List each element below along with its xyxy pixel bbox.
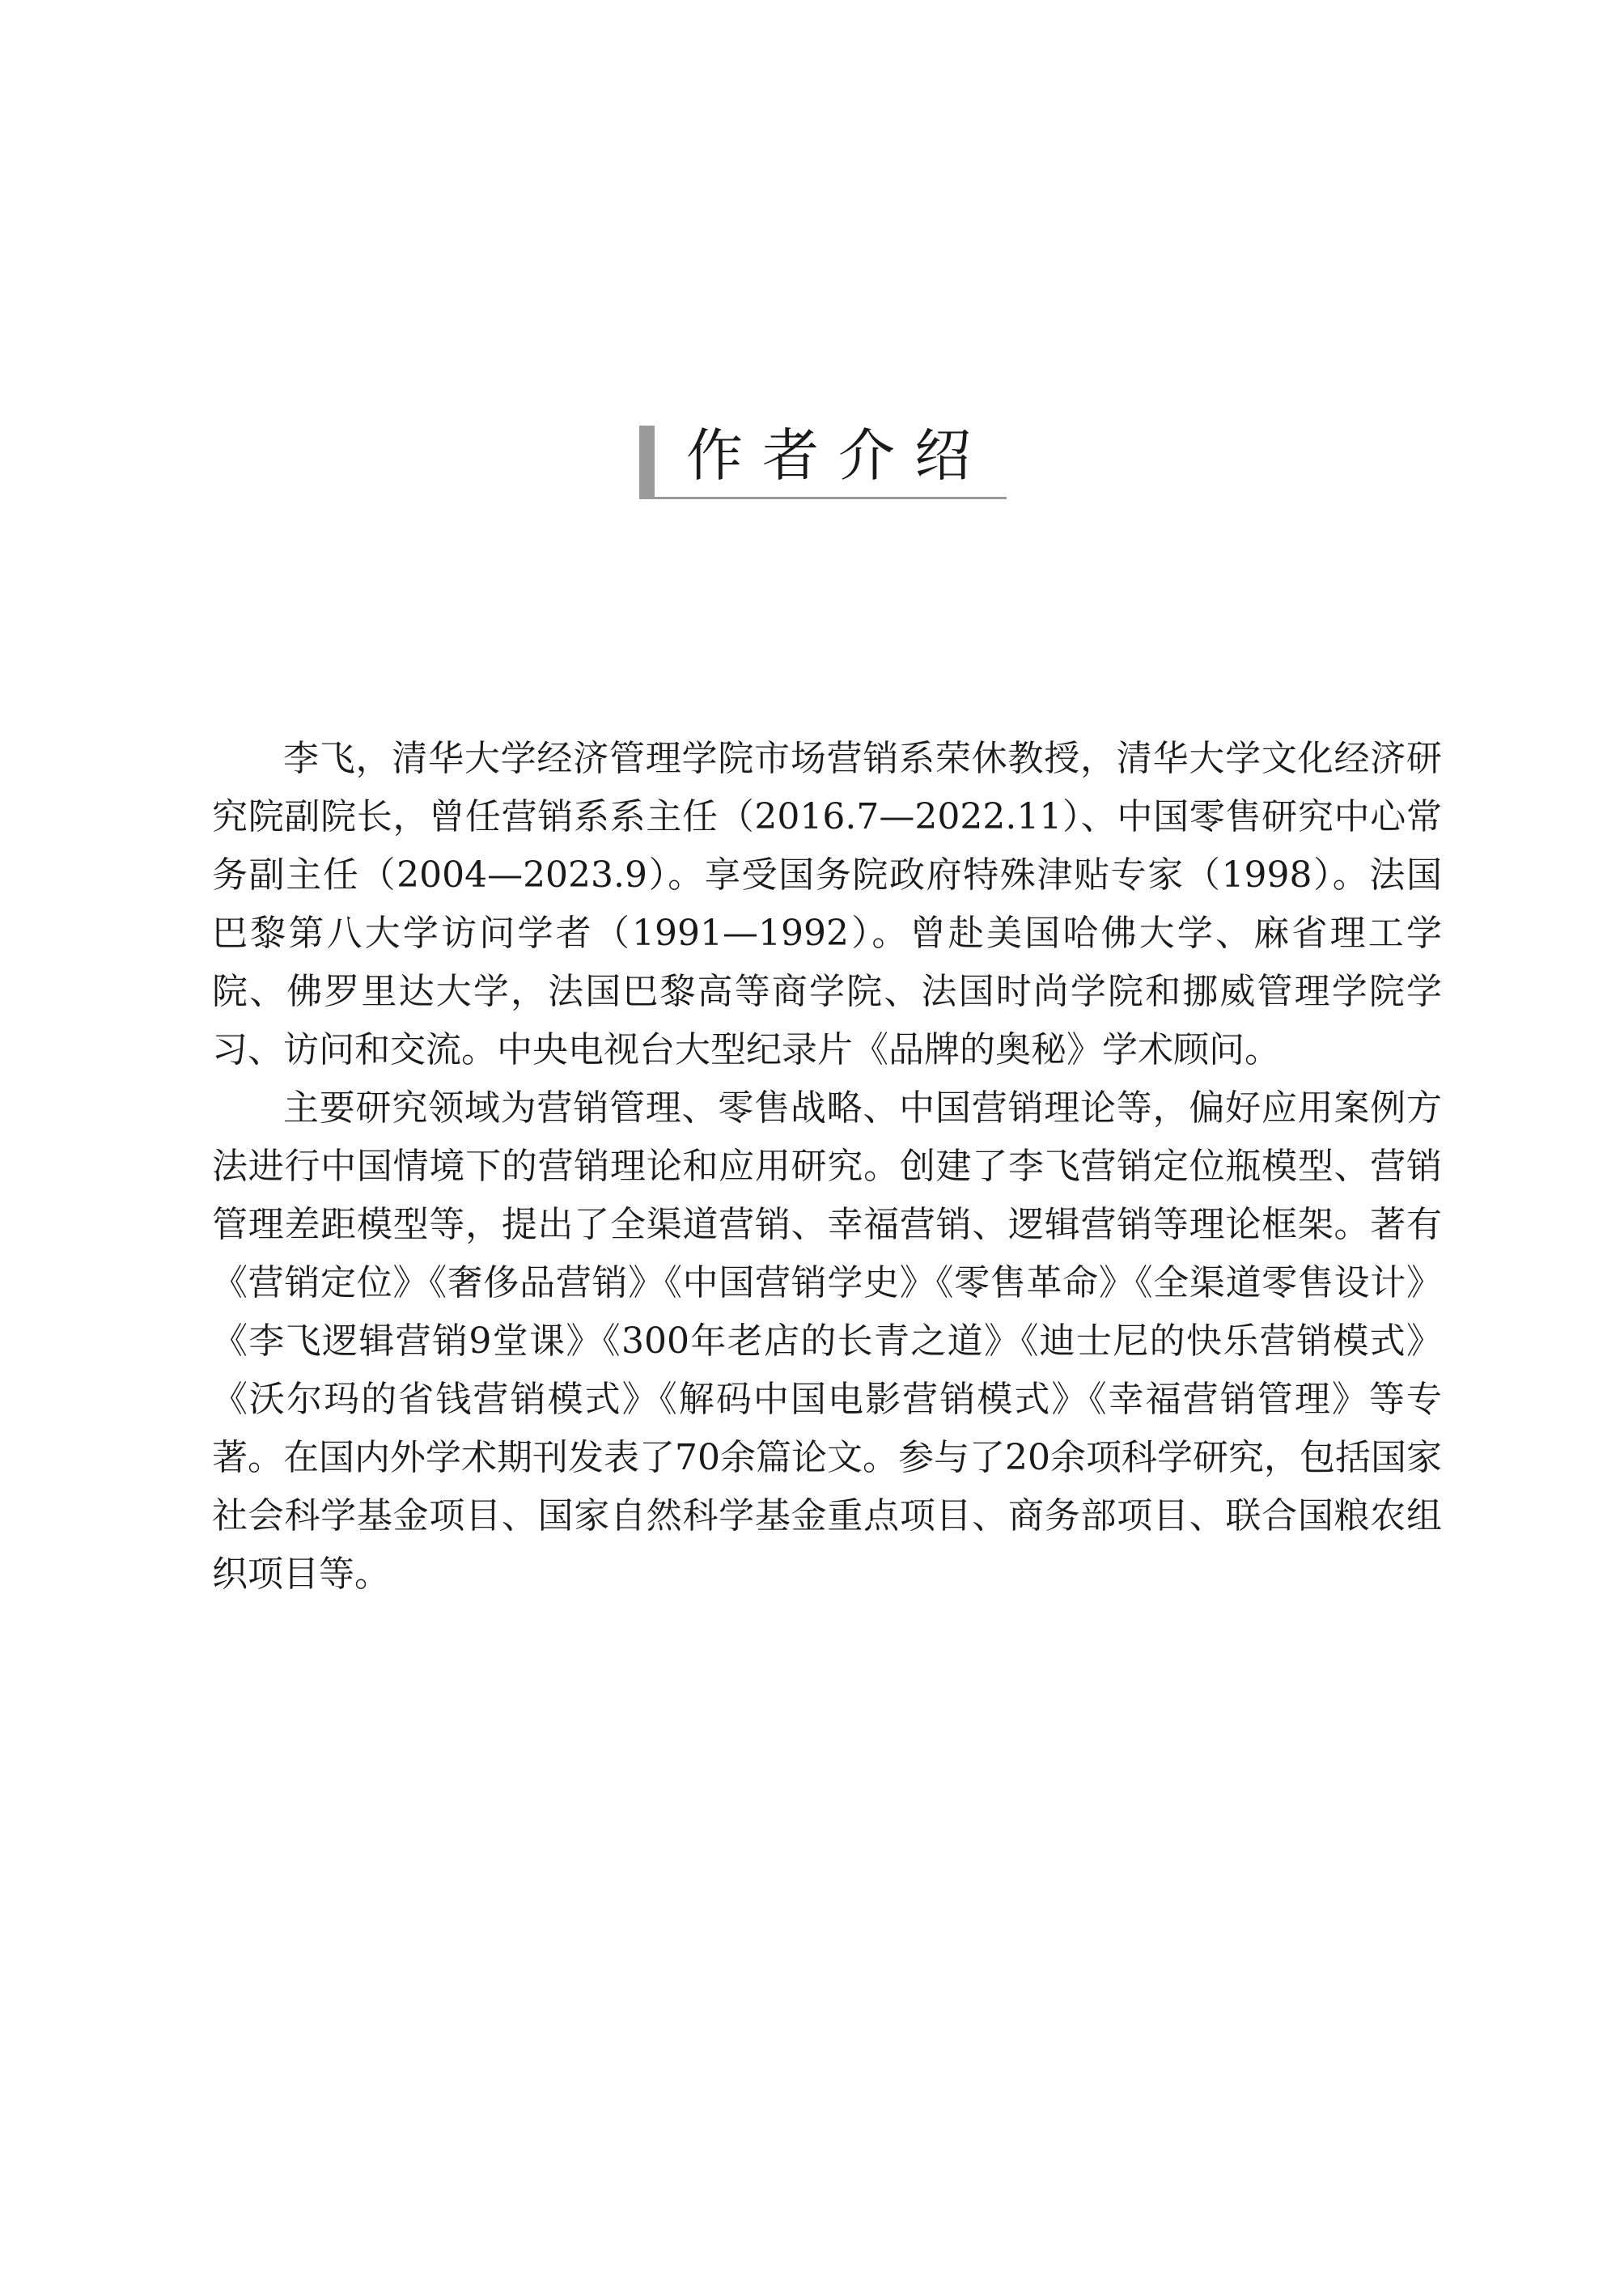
page-title: 作者介绍 (686, 422, 990, 489)
title-accent-bar (639, 426, 655, 498)
bio-paragraph-2: 主要研究领域为营销管理、零售战略、中国营销理论等，偏好应用案例方法进行中国情境下的营销理论和应用研究。创建了李飞营销定位瓶模型、营销管理差距模型等，提出了全渠道营销、幸福营销、逻辑营销等理论框架。著有《营销定位》《奢侈品营销》《中国营销学史》《零售革命》《全渠道零售设计》《李飞逻辑营销9堂课》《300年老店的长青之道》《迪士尼的快乐营销模式》《沃尔玛的省钱营销模式》《解码中国电影营销模式》《幸福营销管理》等专著。在国内外学术期刊发表了70余篇论文。参与了20余项科学研究，包括国家社会科学基金项目、国家自然科学基金重点项目、商务部项目、联合国粮农组织项目等。 (212, 1087, 1442, 1595)
author-bio (212, 730, 1442, 1604)
bio-paragraph-1: 李飞，清华大学经济管理学院市场营销系荣休教授，清华大学文化经济研究院副院长，曾任营销系系主任（2016.7—2022.11）、中国零售研究中心常务副主任（2004—2023.9）。享受国务院政府特殊津贴专家（1998）。法国巴黎第八大学访问学者（1991—1992）。曾赴美国哈佛大学、麻省理工学院、佛罗里达大学，法国巴黎高等商学院、法国时尚学院和挪威管理学院学习、访问和交流。中央电视台大型纪录片《品牌的奥秘》学术顾问。 (212, 738, 1442, 1070)
title-underline (639, 497, 1007, 499)
section-title-block (639, 419, 1007, 498)
